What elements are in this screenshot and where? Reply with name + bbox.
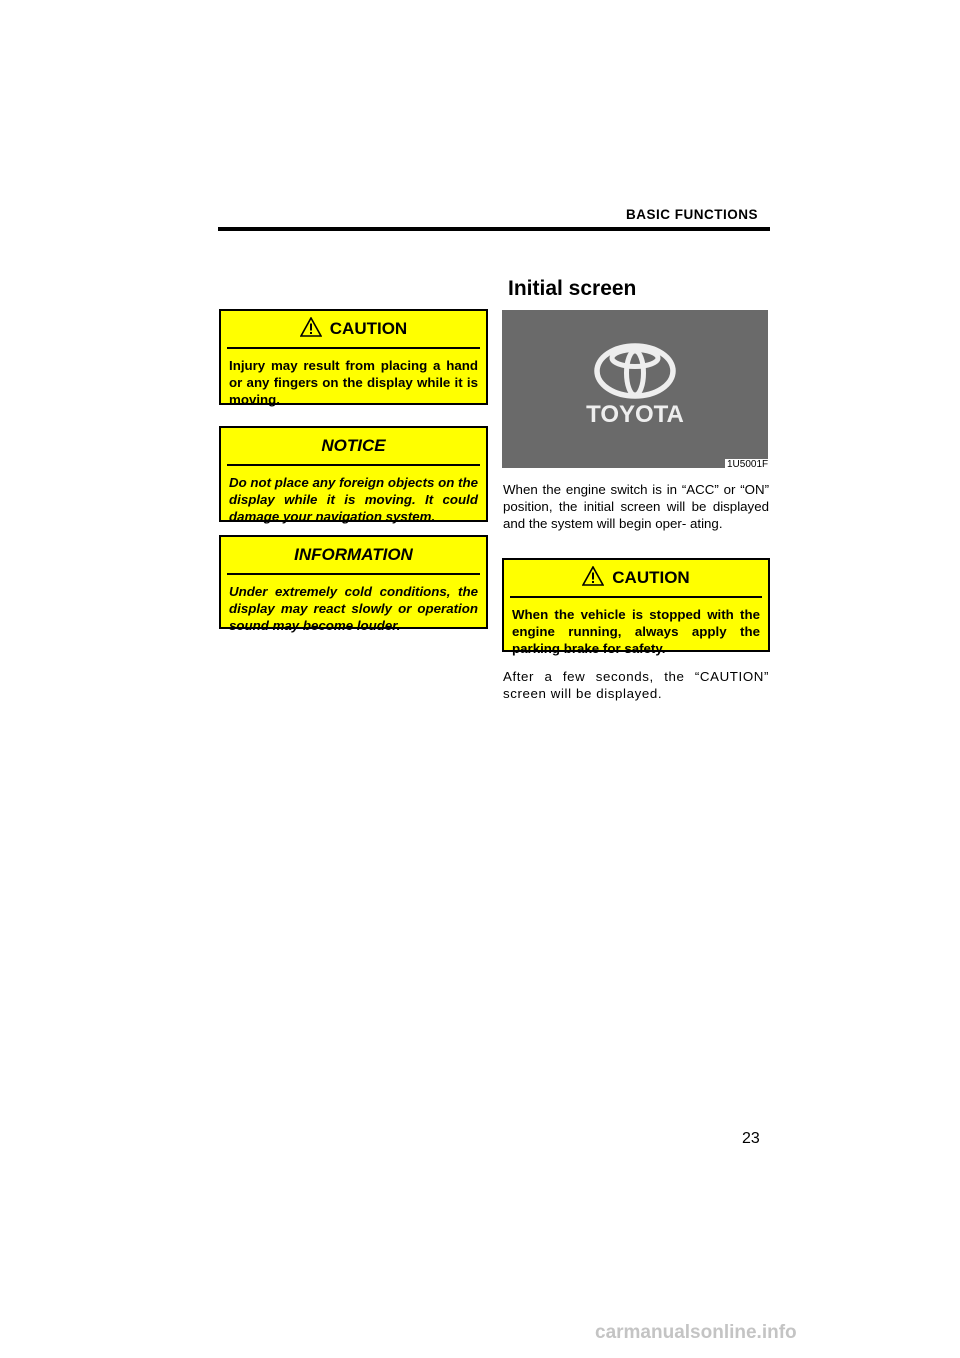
information-text: Under extremely cold conditions, the display may react slowly or operation sound may become louder. xyxy=(229,584,478,633)
brand-text: TOYOTA xyxy=(586,401,684,428)
warning-triangle-icon xyxy=(582,566,604,586)
caution-title: CAUTION xyxy=(329,319,408,338)
caution-text-right: When the vehicle is stopped with the engine running, always apply the parking brake for safety. xyxy=(512,607,760,656)
running-header: BASIC FUNCTIONS xyxy=(626,207,758,222)
caution-box-left xyxy=(219,309,488,405)
header-rule xyxy=(218,227,770,231)
caution-header-right xyxy=(504,560,768,596)
paragraph-after-seconds: After a few seconds, the “CAUTION” screen will be displayed. xyxy=(503,669,769,701)
paragraph-initial-screen: When the engine switch is in “ACC” or “ON” position, the initial screen will be displayed and the system will begin oper- ating. xyxy=(503,482,769,531)
information-title: INFORMATION xyxy=(294,545,413,564)
page-number: 23 xyxy=(742,1130,760,1147)
watermark: carmanualsonline.info xyxy=(595,1322,797,1343)
image-code: 1U5001F xyxy=(727,459,769,470)
warning-triangle-icon xyxy=(300,317,322,337)
information-box xyxy=(219,535,488,633)
notice-box xyxy=(219,426,488,522)
caution-text: Injury may result from placing a hand or any fingers on the display while it is moving. xyxy=(229,358,478,407)
caution-title-right: CAUTION xyxy=(612,568,690,587)
caution-box-right xyxy=(502,558,770,656)
notice-title: NOTICE xyxy=(321,436,386,455)
section-title: Initial screen xyxy=(508,277,637,300)
notice-text: Do not place any foreign objects on the display while it is moving. It could damage your navigation system. xyxy=(229,475,478,524)
initial-screen-image xyxy=(502,310,768,468)
toyota-logo xyxy=(502,310,768,468)
caution-header xyxy=(221,311,486,347)
